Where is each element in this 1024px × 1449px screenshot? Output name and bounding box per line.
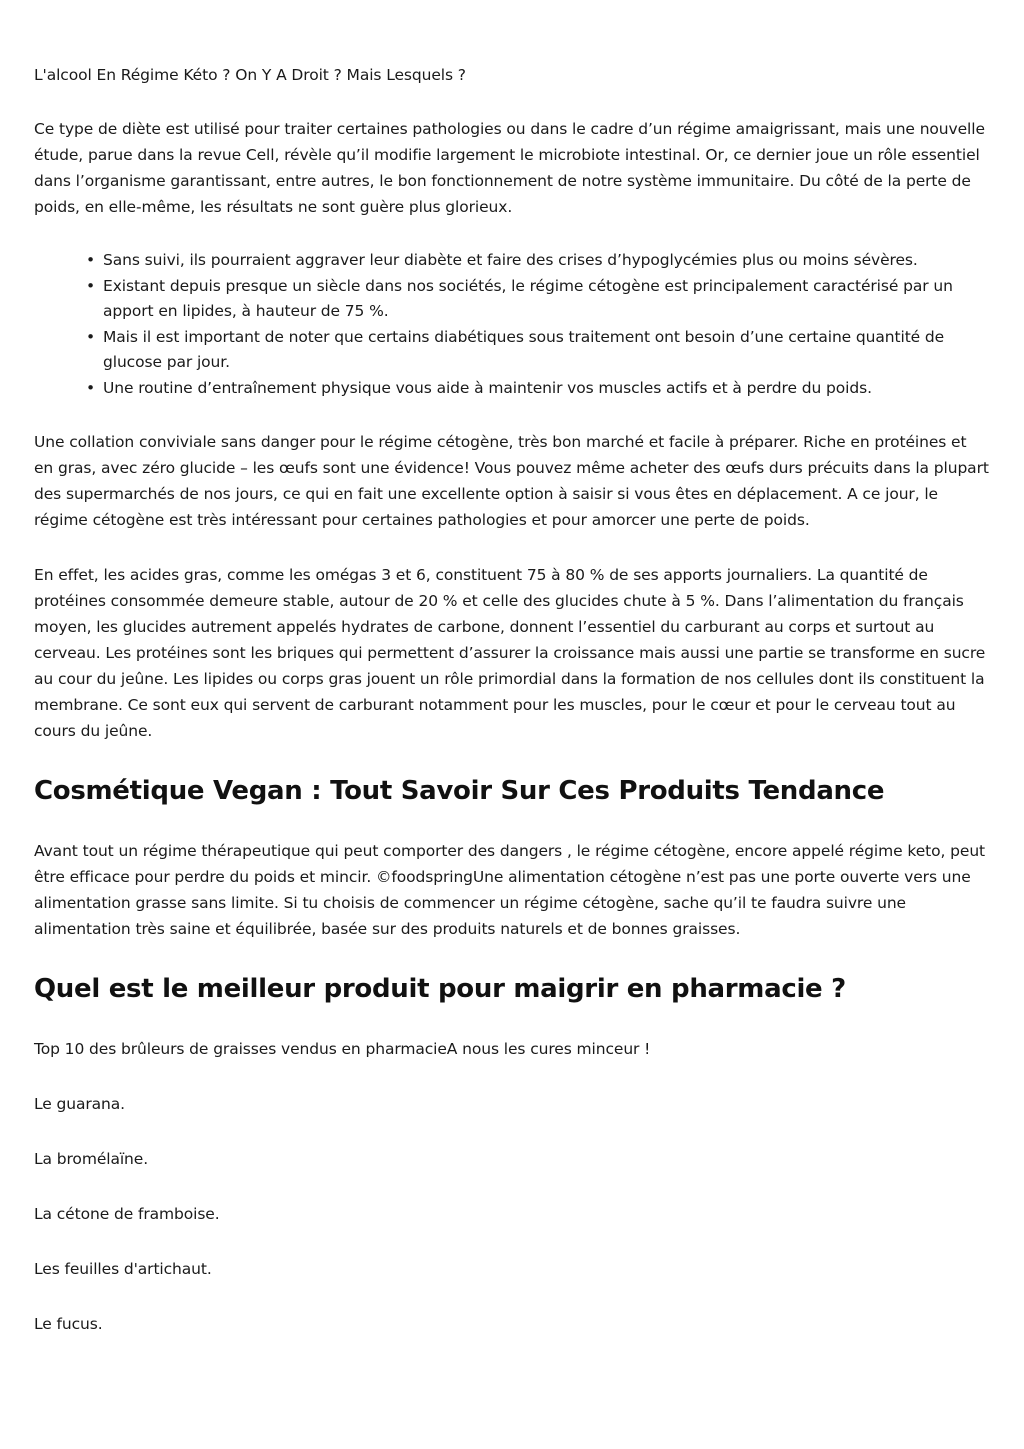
paragraph-eggs-snack: Une collation conviviale sans danger pour le régime cétogène, très bon marché et facile à préparer. Riche en protéines et en gras, avec zéro glucide – les œufs sont une évidence! Vous pouvez même acheter des œufs durs précuits dans la plupart des supermarchés de nos jours, ce qui en fait une excellente option à saisir si vous êtes en déplacement. A ce jour, le régime cétogène est très intéressant pour certaines pathologies et pour amorcer une perte de poids.: [34, 433, 989, 529]
bullet-item: • Une routine d’entraînement physique vous aide à maintenir vos muscles actifs et à perdre du poids.: [86, 376, 990, 402]
list-line: Le fucus.: [34, 1315, 103, 1333]
list-line: Les feuilles d'artichaut.: [34, 1260, 212, 1278]
list-line: La bromélaïne.: [34, 1150, 149, 1168]
article-title-line: L'alcool En Régime Kéto ? On Y A Droit ? Mais Lesquels ?: [34, 66, 466, 84]
bullet-item: • Existant depuis presque un siècle dans nos sociétés, le régime cétogène est principalement caractérisé par un apport en lipides, à hauteur de 75 %.: [86, 274, 990, 325]
paragraph-therapeutic-diet: Avant tout un régime thérapeutique qui peut comporter des dangers , le régime cétogène, encore appelé régime keto, peut être efficace pour perdre du poids et mincir. ©foodspringUne alimentation cétogène n’est pas une porte ouverte vers une alimentation grasse sans limite. Si tu choisis de commencer un régime cétogène, sache qu’il te faudra suivre une alimentation très saine et équilibrée, basée sur des produits naturels et de bonnes graisses.: [34, 842, 986, 938]
article: [34, 62, 990, 1366]
list-line: Le guarana.: [34, 1095, 126, 1113]
paragraph-diet-microbiote: Ce type de diète est utilisé pour traiter certaines pathologies ou dans le cadre d’un régime amaigrissant, mais une nouvelle étude, parue dans la revue Cell, révèle qu’il modifie largement le microbiote intestinal. Or, ce dernier joue un rôle essentiel dans l’organisme garantissant, entre autres, le bon fonctionnement de notre système immunitaire. Du côté de la perte de poids, en elle-même, les résultats ne sont guère plus glorieux.: [34, 120, 985, 216]
list-line: La cétone de framboise.: [34, 1205, 220, 1223]
list-line: Top 10 des brûleurs de graisses vendus en pharmacieA nous les cures minceur !: [34, 1040, 651, 1058]
section-heading-pharmacy: Quel est le meilleur produit pour maigrir en pharmacie ?: [34, 974, 846, 1004]
paragraph-fatty-acids: En effet, les acides gras, comme les omégas 3 et 6, constituent 75 à 80 % de ses apports journaliers. La quantité de protéines consommée demeure stable, autour de 20 % et celle des glucides chute à 5 %. Dans l’alimentation du français moyen, les glucides autrement appelés hydrates de carbone, donnent l’essentiel du carburant au corps et surtout au cerveau. Les protéines sont les briques qui permettent d’assurer la croissance mais aussi une partie se transforme en sucre au cour du jeûne. Les lipides ou corps gras jouent un rôle primordial dans la formation de nos cellules dont ils constituent la membrane. Ce sont eux qui servent de carburant notamment pour les muscles, pour le cœur et pour le cerveau tout au cours du jeûne.: [34, 566, 986, 740]
section-heading-vegan: Cosmétique Vegan : Tout Savoir Sur Ces Produits Tendance: [34, 776, 885, 806]
bullet-list: [34, 248, 990, 401]
bullet-item: • Sans suivi, ils pourraient aggraver leur diabète et faire des crises d’hypoglycémies plus ou moins sévères.: [86, 248, 990, 274]
bullet-item: • Mais il est important de noter que certains diabétiques sous traitement ont besoin d’une certaine quantité de glucose par jour.: [86, 325, 990, 376]
